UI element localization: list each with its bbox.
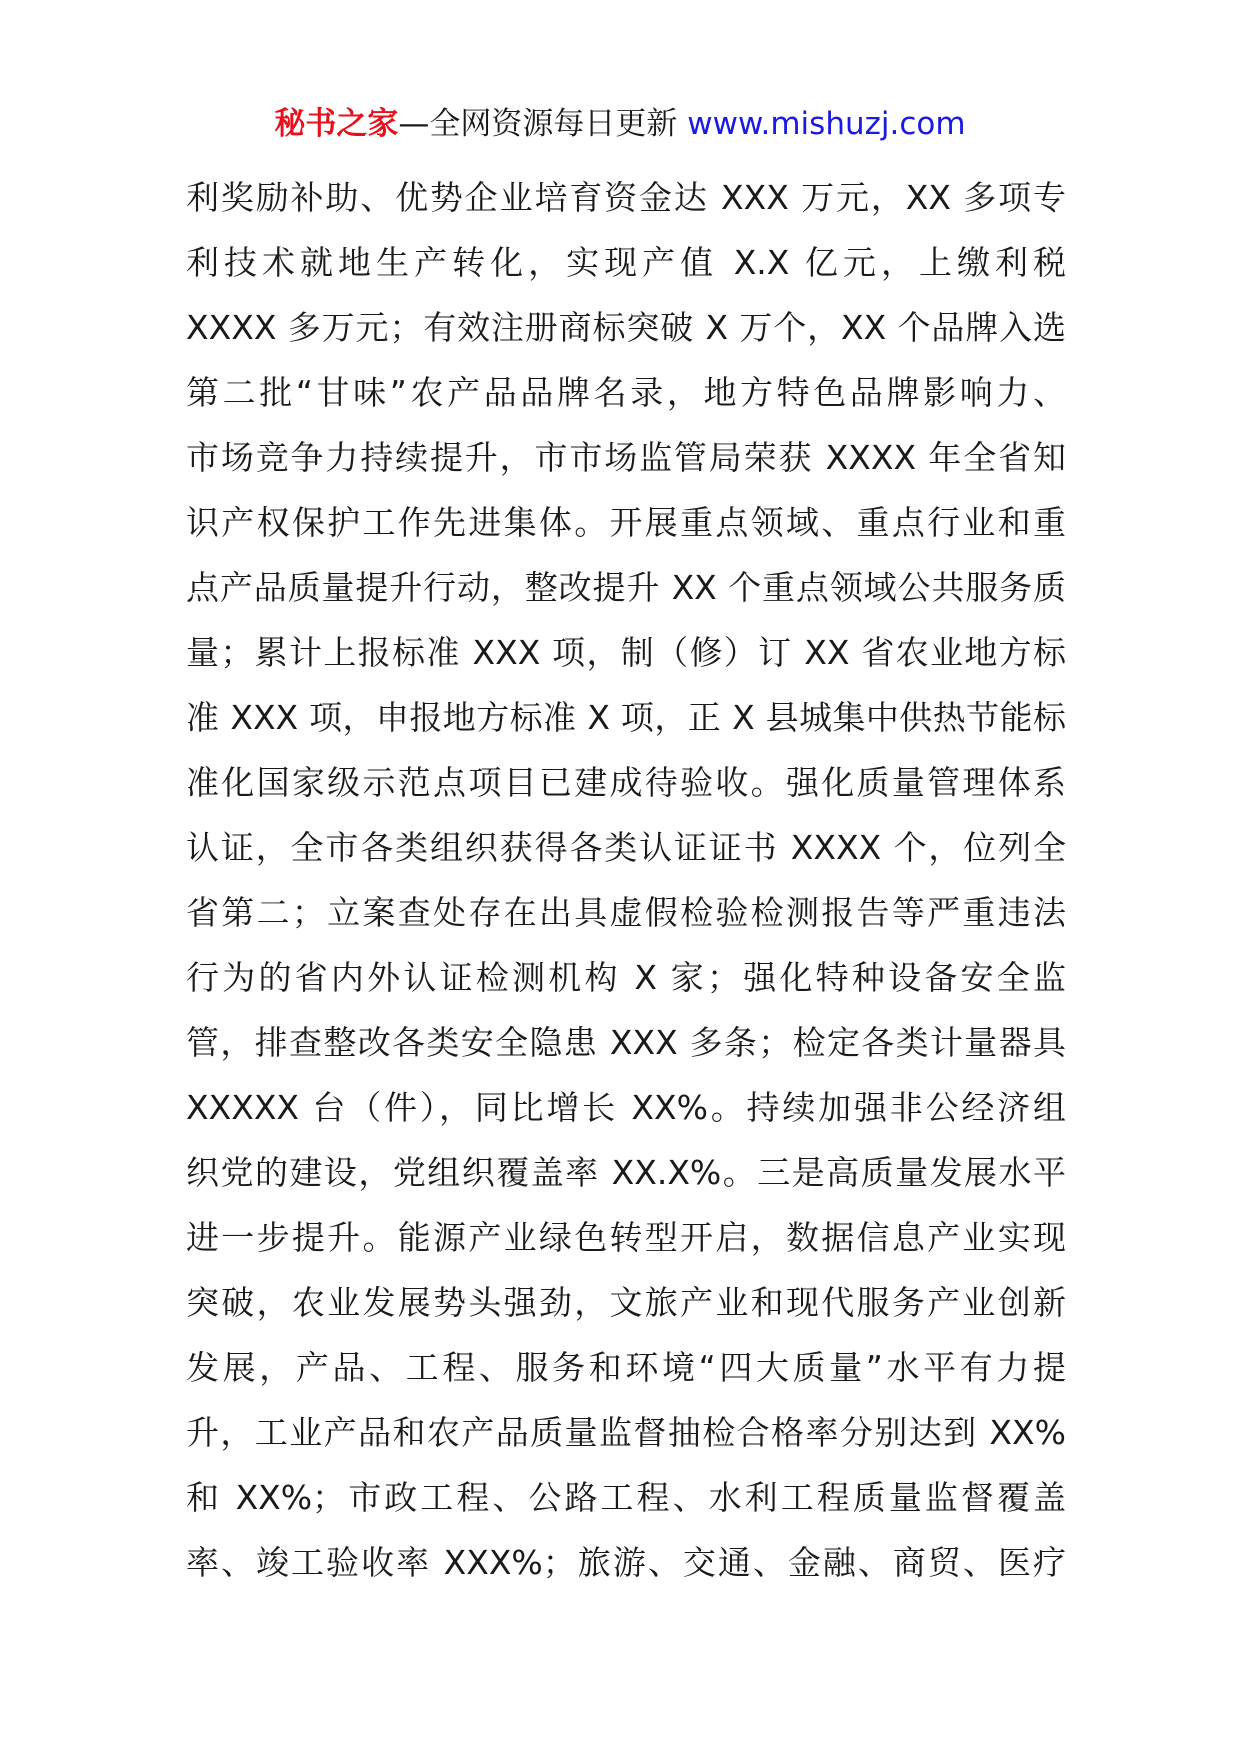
text-line: 率、竣工验收率 XXX%；旅游、交通、金融、商贸、医疗 [186,1543,1066,1582]
text-line: 升，工业产品和农产品质量监督抽检合格率分别达到 XX% [186,1413,1066,1452]
site-header [0,100,1240,148]
text-line: 认证，全市各类组织获得各类认证证书 XXXX 个，位列全 [186,828,1066,867]
text-line: 识产权保护工作先进集体。开展重点领域、重点行业和重 [186,503,1066,542]
header-tagline: —全网资源每日更新 [398,106,678,142]
text-line: XXXX 多万元；有效注册商标突破 X 万个，XX 个品牌入选 [186,308,1066,347]
text-line: 省第二；立案查处存在出具虚假检验检测报告等严重违法 [186,893,1066,932]
text-line: 突破，农业发展势头强劲，文旅产业和现代服务产业创新 [186,1283,1066,1322]
brand-name: 秘书之家 [274,106,399,142]
text-line: 和 XX%；市政工程、公路工程、水利工程质量监督覆盖 [186,1478,1066,1517]
text-line: 第二批“甘味”农产品品牌名录，地方特色品牌影响力、 [186,373,1066,412]
text-line: XXXXX 台（件），同比增长 XX%。持续加强非公经济组 [186,1088,1066,1127]
document-body [186,165,1066,1595]
text-line: 量；累计上报标准 XXX 项，制（修）订 XX 省农业地方标 [186,633,1066,672]
text-line: 利奖励补助、优势企业培育资金达 XXX 万元，XX 多项专 [186,178,1066,217]
text-line: 织党的建设，党组织覆盖率 XX.X%。三是高质量发展水平 [186,1153,1066,1192]
site-url-link[interactable]: www.mishuzj.com [687,106,966,142]
text-line: 市场竞争力持续提升，市市场监管局荣获 XXXX 年全省知 [186,438,1066,477]
text-line: 点产品质量提升行动，整改提升 XX 个重点领域公共服务质 [186,568,1066,607]
text-line: 利技术就地生产转化，实现产值 X.X 亿元，上缴利税 [186,243,1066,282]
text-line: 进一步提升。能源产业绿色转型开启，数据信息产业实现 [186,1218,1066,1257]
text-line: 准 XXX 项，申报地方标准 X 项，正 X 县城集中供热节能标 [186,698,1066,737]
text-line: 发展，产品、工程、服务和环境“四大质量”水平有力提 [186,1348,1066,1387]
text-line: 行为的省内外认证检测机构 X 家；强化特种设备安全监 [186,958,1066,997]
text-line: 准化国家级示范点项目已建成待验收。强化质量管理体系 [186,763,1066,802]
text-line: 管，排查整改各类安全隐患 XXX 多条；检定各类计量器具 [186,1023,1066,1062]
